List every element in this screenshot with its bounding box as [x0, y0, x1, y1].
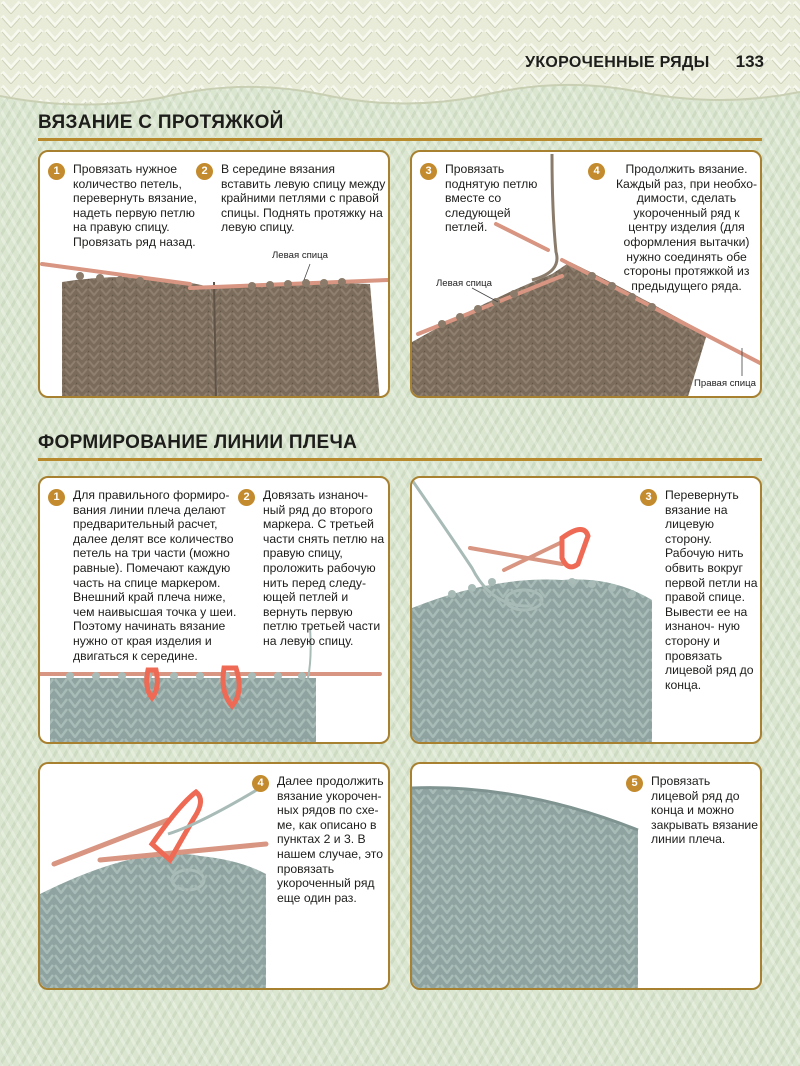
page-number: 133	[735, 52, 764, 71]
running-title: УКОРОЧЕННЫЕ РЯДЫ	[525, 54, 710, 71]
step-number-badge: 3	[420, 163, 437, 180]
step-text: Продолжить вязание. Каждый раз, при необхо- димости, сделать укороченный ряд к центру изделия (для оформления вытачки) нужно соединять обе стороны протяжкой из предыдущего ряда.	[615, 162, 758, 293]
panel-steps-1-2-shoulder	[38, 476, 390, 744]
step-text: Довязать изнаноч- ный ряд до второго маркера. С третьей части снять петлю на правую спицу, проложить рабочую нить перед следу- ющей петлей и вернуть первую петлю третьей части на левую спицу.	[263, 488, 385, 648]
step-text: Провязать лицевой ряд до конца и можно закрывать вязание линии плеча.	[651, 774, 759, 847]
step-number-badge: 4	[588, 163, 605, 180]
step-text: Для правильного формиро- вания линии плеча делают предварительный расчет, далее делят все количество петель на три части (можно равные). Помечают каждую часть на спице маркером. Внешний край плеча ниже, чем наивысшая точка у шеи. Поэтому начинать вязание нужно от края изделия и двигаться к середине.	[73, 488, 237, 663]
step-text: Перевернуть вязание на лицевую сторону. Рабочую нить обвить вокруг первой петли на правой спице. Вывести ее на изнаноч- ную сторону и провязать лицевой ряд до конца.	[665, 488, 758, 692]
step-text: Провязать поднятую петлю вместе со следующей петлей.	[445, 162, 538, 235]
step-2-shoulder	[238, 488, 388, 649]
step-4-shoulder	[252, 774, 388, 905]
step-number-badge: 3	[640, 489, 657, 506]
step-number-badge: 1	[48, 489, 65, 506]
step-number-badge: 5	[626, 775, 643, 792]
step-number-badge: 4	[252, 775, 269, 792]
panel-step-5-shoulder	[410, 762, 762, 990]
panel-steps-1-2	[38, 150, 390, 398]
section-title-pull-thread: ВЯЗАНИЕ С ПРОТЯЖКОЙ	[38, 112, 284, 133]
label-left-needle: Левая спица	[436, 278, 492, 289]
panel-step-3-shoulder	[410, 476, 762, 744]
step-text: В середине вязания вставить левую спицу между крайними петлями с правой спицы. Поднять протяжку на левую спицу.	[221, 162, 386, 235]
section-divider	[38, 138, 762, 141]
section-title-shoulder-line: ФОРМИРОВАНИЕ ЛИНИИ ПЛЕЧА	[38, 432, 358, 453]
step-3-pull	[420, 162, 550, 235]
step-number-badge: 2	[238, 489, 255, 506]
step-3-shoulder	[640, 488, 760, 692]
panel-step-4-shoulder	[38, 762, 390, 990]
step-5-shoulder	[626, 774, 760, 847]
step-number-badge: 1	[48, 163, 65, 180]
panel-steps-3-4	[410, 150, 762, 398]
step-4-pull	[588, 162, 760, 293]
label-left-needle: Левая спица	[272, 250, 328, 261]
step-2-pull	[196, 162, 388, 235]
running-header	[525, 52, 764, 72]
step-text: Провязать нужное количество петель, перевернуть вязание, надеть первую петлю на правую спицу. Провязать ряд назад.	[73, 162, 197, 249]
label-right-needle: Правая спица	[694, 378, 756, 389]
step-1-shoulder	[48, 488, 244, 663]
step-number-badge: 2	[196, 163, 213, 180]
step-text: Далее продолжить вязание укорочен- ных рядов по схе- ме, как описано в пунктах 2 и 3. В нашем случае, это провязать укороченный ряд еще один раз.	[277, 774, 384, 905]
section-divider	[38, 458, 762, 461]
step-1-pull	[48, 162, 206, 250]
